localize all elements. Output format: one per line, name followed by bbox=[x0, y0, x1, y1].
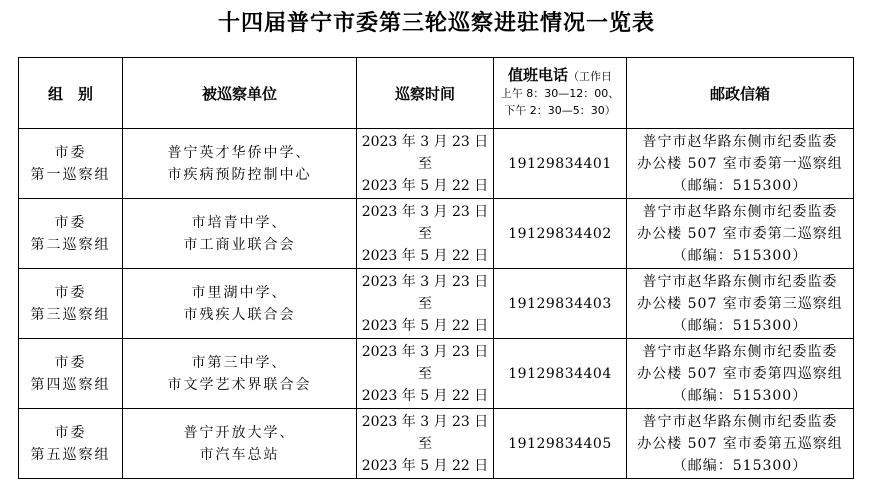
address-line-2: 办公楼 507 室市委第一巡察组 bbox=[637, 155, 843, 172]
address-line-1: 普宁市赵华路东侧市纪委监委 bbox=[642, 203, 838, 220]
unit-line-2: 市汽车总站 bbox=[199, 446, 280, 463]
time-to: 至 bbox=[418, 365, 432, 382]
time-start: 2023 年 3 月 23 日 bbox=[361, 343, 489, 360]
address-line-3: （邮编：515300） bbox=[672, 247, 808, 264]
group-line-1: 市委 bbox=[54, 144, 87, 161]
address-line-2: 办公楼 507 室市委第四巡察组 bbox=[637, 365, 843, 382]
header-duty-phone bbox=[494, 58, 627, 129]
unit-line-2: 市文学艺术界联合会 bbox=[167, 376, 312, 393]
unit-line-2: 市残疾人联合会 bbox=[183, 306, 296, 323]
cell-unit bbox=[123, 269, 357, 339]
time-to: 至 bbox=[418, 155, 432, 172]
group-line-2: 第一巡察组 bbox=[30, 166, 111, 183]
header-duty-title: 值班电话 bbox=[507, 66, 568, 84]
header-duty-note-1: （工作日 bbox=[568, 70, 612, 83]
group-line-2: 第四巡察组 bbox=[30, 376, 111, 393]
cell-time bbox=[357, 199, 494, 269]
table-row bbox=[19, 129, 854, 199]
time-start: 2023 年 3 月 23 日 bbox=[361, 203, 489, 220]
table-row bbox=[19, 409, 854, 479]
group-line-2: 第二巡察组 bbox=[30, 236, 111, 253]
group-line-1: 市委 bbox=[54, 354, 87, 371]
time-to: 至 bbox=[418, 435, 432, 452]
group-line-2: 第三巡察组 bbox=[30, 306, 111, 323]
header-time: 巡察时间 bbox=[357, 58, 494, 129]
time-end: 2023 年 5 月 22 日 bbox=[361, 387, 489, 404]
cell-group bbox=[19, 269, 123, 339]
address-line-3: （邮编：515300） bbox=[672, 317, 808, 334]
table-row bbox=[19, 339, 854, 409]
address-line-3: （邮编：515300） bbox=[672, 387, 808, 404]
cell-time bbox=[357, 409, 494, 479]
group-line-1: 市委 bbox=[54, 424, 87, 441]
cell-group bbox=[19, 129, 123, 199]
cell-phone: 19129834401 bbox=[494, 129, 627, 199]
inspection-table bbox=[18, 57, 854, 479]
header-group: 组 别 bbox=[19, 58, 123, 129]
address-line-3: （邮编：515300） bbox=[672, 177, 808, 194]
header-address: 邮政信箱 bbox=[627, 58, 854, 129]
cell-phone: 19129834405 bbox=[494, 409, 627, 479]
cell-group bbox=[19, 339, 123, 409]
unit-line-1: 市培青中学、 bbox=[191, 214, 288, 231]
group-line-2: 第五巡察组 bbox=[30, 446, 111, 463]
unit-line-1: 市第三中学、 bbox=[191, 354, 288, 371]
cell-group bbox=[19, 199, 123, 269]
unit-line-1: 普宁英才华侨中学、 bbox=[167, 144, 312, 161]
cell-time bbox=[357, 129, 494, 199]
group-line-1: 市委 bbox=[54, 214, 87, 231]
address-line-2: 办公楼 507 室市委第二巡察组 bbox=[637, 225, 843, 242]
address-line-1: 普宁市赵华路东侧市纪委监委 bbox=[642, 343, 838, 360]
time-start: 2023 年 3 月 23 日 bbox=[361, 133, 489, 150]
cell-address bbox=[627, 409, 854, 479]
address-line-3: （邮编：515300） bbox=[672, 457, 808, 474]
cell-phone: 19129834403 bbox=[494, 269, 627, 339]
time-end: 2023 年 5 月 22 日 bbox=[361, 247, 489, 264]
time-to: 至 bbox=[418, 225, 432, 242]
unit-line-2: 市疾病预防控制中心 bbox=[167, 166, 312, 183]
cell-address bbox=[627, 129, 854, 199]
unit-line-1: 市里湖中学、 bbox=[191, 284, 288, 301]
cell-unit bbox=[123, 199, 357, 269]
header-row bbox=[19, 58, 854, 129]
header-duty-note-3: 下午 2：30—5：30） bbox=[504, 104, 616, 117]
cell-time bbox=[357, 339, 494, 409]
cell-address bbox=[627, 269, 854, 339]
cell-unit bbox=[123, 409, 357, 479]
time-end: 2023 年 5 月 22 日 bbox=[361, 457, 489, 474]
table-row bbox=[19, 199, 854, 269]
table-row bbox=[19, 269, 854, 339]
time-start: 2023 年 3 月 23 日 bbox=[361, 413, 489, 430]
address-line-1: 普宁市赵华路东侧市纪委监委 bbox=[642, 273, 838, 290]
cell-address bbox=[627, 199, 854, 269]
cell-time bbox=[357, 269, 494, 339]
time-end: 2023 年 5 月 22 日 bbox=[361, 177, 489, 194]
address-line-2: 办公楼 507 室市委第五巡察组 bbox=[637, 435, 843, 452]
group-line-1: 市委 bbox=[54, 284, 87, 301]
unit-line-2: 市工商业联合会 bbox=[183, 236, 296, 253]
cell-group bbox=[19, 409, 123, 479]
cell-address bbox=[627, 339, 854, 409]
address-line-1: 普宁市赵华路东侧市纪委监委 bbox=[642, 413, 838, 430]
page-title: 十四届普宁市委第三轮巡察进驻情况一览表 bbox=[217, 10, 655, 36]
cell-unit bbox=[123, 339, 357, 409]
header-unit: 被巡察单位 bbox=[123, 58, 357, 129]
cell-phone: 19129834404 bbox=[494, 339, 627, 409]
cell-phone: 19129834402 bbox=[494, 199, 627, 269]
time-to: 至 bbox=[418, 295, 432, 312]
header-duty-note-2: 上午 8：30—12：00、 bbox=[500, 87, 620, 100]
address-line-1: 普宁市赵华路东侧市纪委监委 bbox=[642, 133, 838, 150]
address-line-2: 办公楼 507 室市委第三巡察组 bbox=[637, 295, 843, 312]
cell-unit bbox=[123, 129, 357, 199]
time-end: 2023 年 5 月 22 日 bbox=[361, 317, 489, 334]
unit-line-1: 普宁开放大学、 bbox=[183, 424, 296, 441]
time-start: 2023 年 3 月 23 日 bbox=[361, 273, 489, 290]
